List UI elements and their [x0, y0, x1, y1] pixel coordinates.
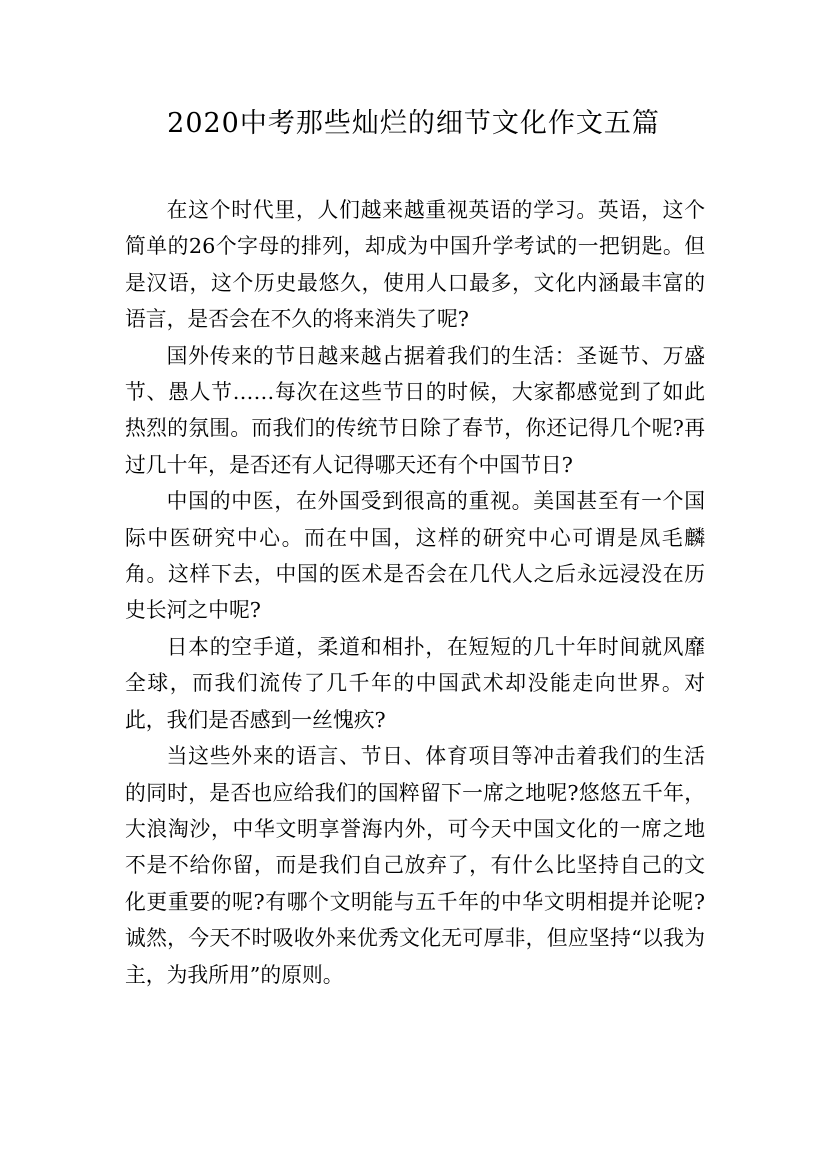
document-body	[125, 192, 705, 993]
paragraph-5: 当这些外来的语言、节日、体育项目等冲击着我们的生活的同时，是否也应给我们的国粹留下一席之地呢?悠悠五千年，大浪淘沙，中华文明享誉海内外，可今天中国文化的一席之地不是不给你留，而是我们自己放弃了，有什么比坚持自己的文化更重要的呢?有哪个文明能与五千年的中华文明相提并论呢?诚然，今天不时吸收外来优秀文化无可厚非，但应坚持“以我为主，为我所用”的原则。	[125, 744, 705, 987]
paragraph-2: 国外传来的节日越来越占据着我们的生活：圣诞节、万盛节、愚人节……每次在这些节日的时候，大家都感觉到了如此热烈的氛围。而我们的传统节日除了春节，你还记得几个呢?再过几十年，是否还有人记得哪天还有个中国节日?	[125, 343, 705, 477]
paragraph-3: 中国的中医，在外国受到很高的重视。美国甚至有一个国际中医研究中心。而在中国，这样的研究中心可谓是凤毛麟角。这样下去，中国的医术是否会在几代人之后永远浸没在历史长河之中呢?	[125, 489, 705, 623]
document-title: 2020中考那些灿烂的细节文化作文五篇	[167, 108, 660, 139]
paragraph-1: 在这个时代里，人们越来越重视英语的学习。英语，这个简单的26个字母的排列，却成为中国升学考试的一把钥匙。但是汉语，这个历史最悠久，使用人口最多，文化内涵最丰富的语言，是否会在不久的将来消失了呢?	[125, 198, 705, 332]
paragraph-4: 日本的空手道，柔道和相扑，在短短的几十年时间就风靡全球，而我们流传了几千年的中国武术却没能走向世界。对此，我们是否感到一丝愧疚?	[125, 634, 705, 732]
